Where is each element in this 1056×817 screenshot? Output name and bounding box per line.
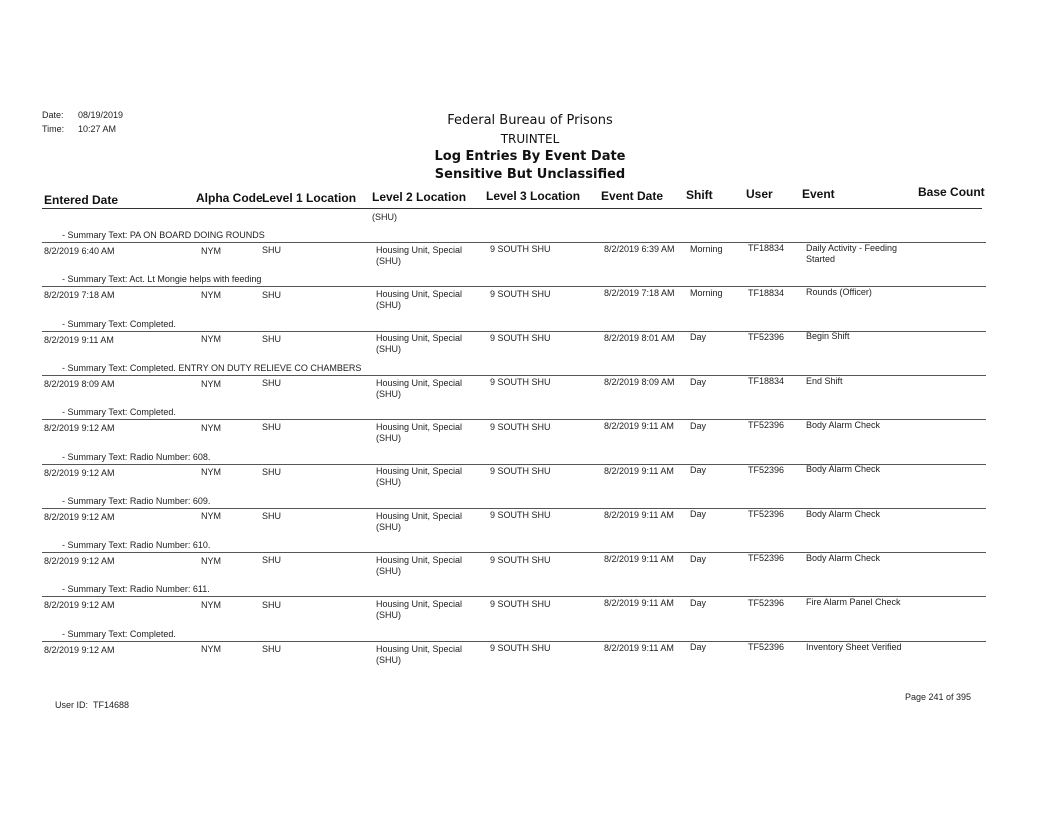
level2-cell: Housing Unit, Special (SHU) <box>376 466 463 488</box>
event-date-cell: 8/2/2019 9:11 AM <box>604 598 674 609</box>
title-report-name: Log Entries By Event Date <box>434 149 626 164</box>
report-date <box>42 110 123 120</box>
col-entered-date: Entered Date <box>44 193 119 207</box>
level3-cell: 9 SOUTH SHU <box>490 377 551 388</box>
summary-text: - Summary Text: Radio Number: 611. <box>62 584 210 595</box>
user-cell: TF52396 <box>748 331 785 342</box>
summary-text: - Summary Text: Completed. <box>62 318 176 329</box>
time-label: Time: <box>42 124 65 134</box>
shift-cell: Day <box>690 509 707 520</box>
user-cell: TF18834 <box>748 287 785 298</box>
event-cell: Begin Shift <box>806 331 850 342</box>
summary-text: - Summary Text: PA ON BOARD DOING ROUNDS <box>62 230 265 240</box>
user-cell: TF52396 <box>748 509 785 519</box>
event-date-cell: 8/2/2019 9:11 AM <box>604 642 674 653</box>
entered-date-cell: 8/2/2019 9:12 AM <box>44 467 115 478</box>
alpha-code-cell: NYM <box>201 378 221 389</box>
level3-cell: 9 SOUTH SHU <box>490 554 551 565</box>
user-cell: TF18834 <box>748 376 785 387</box>
entered-date-cell: 8/2/2019 9:12 AM <box>44 644 115 655</box>
title-classification: Sensitive But Unclassified <box>434 167 626 182</box>
level2-cell: Housing Unit, Special (SHU) <box>376 643 463 665</box>
summary-text: - Summary Text: Act. Lt Mongie helps with feeding <box>62 274 262 285</box>
shift-cell: Day <box>690 642 707 653</box>
alpha-code-cell: NYM <box>201 511 221 522</box>
carryover-text: (SHU) <box>372 212 397 222</box>
level2-cell: Housing Unit, Special (SHU) <box>376 554 463 576</box>
level1-cell: SHU <box>262 555 282 566</box>
user-id-label: User ID: <box>55 700 89 710</box>
level2-cell: Housing Unit, Special (SHU) <box>376 289 463 311</box>
entered-date-cell: 8/2/2019 9:12 AM <box>44 423 115 434</box>
page-number: Page 241 of 395 <box>905 692 972 702</box>
event-date-cell: 8/2/2019 9:11 AM <box>604 554 674 565</box>
summary-text: - Summary Text: Radio Number: 609. <box>62 495 211 506</box>
level3-cell: 9 SOUTH SHU <box>490 333 551 343</box>
event-date-cell: 8/2/2019 9:11 AM <box>604 465 674 476</box>
level2-cell: Housing Unit, Special (SHU) <box>376 333 463 355</box>
level1-cell: SHU <box>262 422 282 433</box>
level2-cell: Housing Unit, Special (SHU) <box>376 422 463 443</box>
footer-user-id <box>55 700 129 710</box>
shift-cell: Day <box>690 465 707 476</box>
col-base-count: Base Count <box>918 185 985 199</box>
event-cell: Daily Activity - Feeding Started <box>806 242 898 264</box>
level1-cell: SHU <box>262 599 282 610</box>
user-cell: TF18834 <box>748 243 785 254</box>
level1-cell: SHU <box>262 289 282 300</box>
entered-date-cell: 8/2/2019 9:12 AM <box>44 511 115 522</box>
level2-cell: Housing Unit, Special (SHU) <box>376 510 463 532</box>
event-cell: Body Alarm Check <box>806 464 881 475</box>
shift-cell: Morning <box>690 287 723 298</box>
level1-cell: SHU <box>262 643 282 654</box>
level3-cell: 9 SOUTH SHU <box>490 643 551 654</box>
event-date-cell: 8/2/2019 6:39 AM <box>604 244 675 254</box>
level1-cell: SHU <box>262 466 282 477</box>
summary-text: - Summary Text: Completed. <box>62 407 176 418</box>
user-cell: TF52396 <box>748 597 785 608</box>
event-cell: Body Alarm Check <box>806 508 881 519</box>
level3-cell: 9 SOUTH SHU <box>490 421 551 432</box>
user-cell: TF52396 <box>748 641 785 652</box>
level1-cell: SHU <box>262 511 282 521</box>
time-value: 10:27 AM <box>78 124 117 134</box>
level1-cell: SHU <box>262 378 282 389</box>
summary-text: - Summary Text: Radio Number: 610. <box>62 540 211 551</box>
event-date-cell: 8/2/2019 7:18 AM <box>604 288 675 299</box>
date-value: 08/19/2019 <box>78 110 124 120</box>
level2-cell: Housing Unit, Special (SHU) <box>376 244 463 266</box>
alpha-code-cell: NYM <box>201 289 221 300</box>
level3-cell: 9 SOUTH SHU <box>490 244 551 255</box>
col-level2-location: Level 2 Location <box>372 190 467 204</box>
alpha-code-cell: NYM <box>201 644 221 655</box>
event-cell: Inventory Sheet Verified <box>806 641 902 652</box>
shift-cell: Morning <box>690 243 723 254</box>
shift-cell: Day <box>690 553 707 564</box>
user-cell: TF52396 <box>748 553 785 564</box>
shift-cell: Day <box>690 598 707 608</box>
event-cell: Fire Alarm Panel Check <box>806 597 901 608</box>
report-time <box>42 124 116 134</box>
col-alpha-code: Alpha Code <box>196 191 263 205</box>
entered-date-cell: 8/2/2019 7:18 AM <box>44 290 115 301</box>
user-cell: TF52396 <box>748 464 785 475</box>
entered-date-cell: 8/2/2019 9:12 AM <box>44 556 115 567</box>
col-shift: Shift <box>686 188 713 202</box>
level3-cell: 9 SOUTH SHU <box>490 598 551 609</box>
level1-cell: SHU <box>262 333 282 344</box>
entered-date-cell: 8/2/2019 6:40 AM <box>44 246 115 256</box>
col-level1-location: Level 1 Location <box>262 191 357 205</box>
summary-text: - Summary Text: Completed. ENTRY ON DUTY RELIEVE CO CHAMBERS <box>62 362 362 373</box>
alpha-code-cell: NYM <box>201 334 221 345</box>
header-rule <box>42 208 982 209</box>
col-level3-location: Level 3 Location <box>486 189 581 203</box>
col-user: User <box>746 187 773 201</box>
shift-cell: Day <box>690 332 707 343</box>
date-label: Date: <box>42 110 64 120</box>
alpha-code-cell: NYM <box>201 467 221 478</box>
entered-date-cell: 8/2/2019 9:11 AM <box>44 334 114 345</box>
level3-cell: 9 SOUTH SHU <box>490 465 551 476</box>
col-event: Event <box>802 187 835 201</box>
alpha-code-cell: NYM <box>201 422 221 433</box>
entered-date-cell: 8/2/2019 9:12 AM <box>44 600 115 611</box>
level3-cell: 9 SOUTH SHU <box>490 288 551 299</box>
level2-cell: Housing Unit, Special (SHU) <box>376 599 463 621</box>
level1-cell: SHU <box>262 245 282 256</box>
event-date-cell: 8/2/2019 8:09 AM <box>604 376 675 387</box>
col-event-date: Event Date <box>601 189 664 203</box>
user-id-value: TF14688 <box>93 700 130 710</box>
event-date-cell: 8/2/2019 8:01 AM <box>604 332 675 343</box>
title-system: TRUINTEL <box>500 132 560 146</box>
alpha-code-cell: NYM <box>201 245 221 256</box>
level2-cell: Housing Unit, Special (SHU) <box>376 377 463 399</box>
entered-date-cell: 8/2/2019 8:09 AM <box>44 378 115 389</box>
alpha-code-cell: NYM <box>201 555 221 566</box>
level3-cell: 9 SOUTH SHU <box>490 510 551 521</box>
event-cell: End Shift <box>806 375 843 386</box>
event-cell: Rounds (Officer) <box>806 287 872 298</box>
event-cell: Body Alarm Check <box>806 552 881 563</box>
event-date-cell: 8/2/2019 9:11 AM <box>604 421 674 432</box>
alpha-code-cell: NYM <box>201 600 221 610</box>
event-date-cell: 8/2/2019 9:11 AM <box>604 509 674 520</box>
title-agency: Federal Bureau of Prisons <box>447 113 613 128</box>
shift-cell: Day <box>690 420 707 431</box>
summary-text: - Summary Text: Radio Number: 608. <box>62 451 211 462</box>
summary-text: - Summary Text: Completed. <box>62 628 176 639</box>
shift-cell: Day <box>690 376 707 387</box>
event-cell: Body Alarm Check <box>806 420 881 430</box>
user-cell: TF52396 <box>748 420 785 431</box>
report-title <box>360 112 700 184</box>
